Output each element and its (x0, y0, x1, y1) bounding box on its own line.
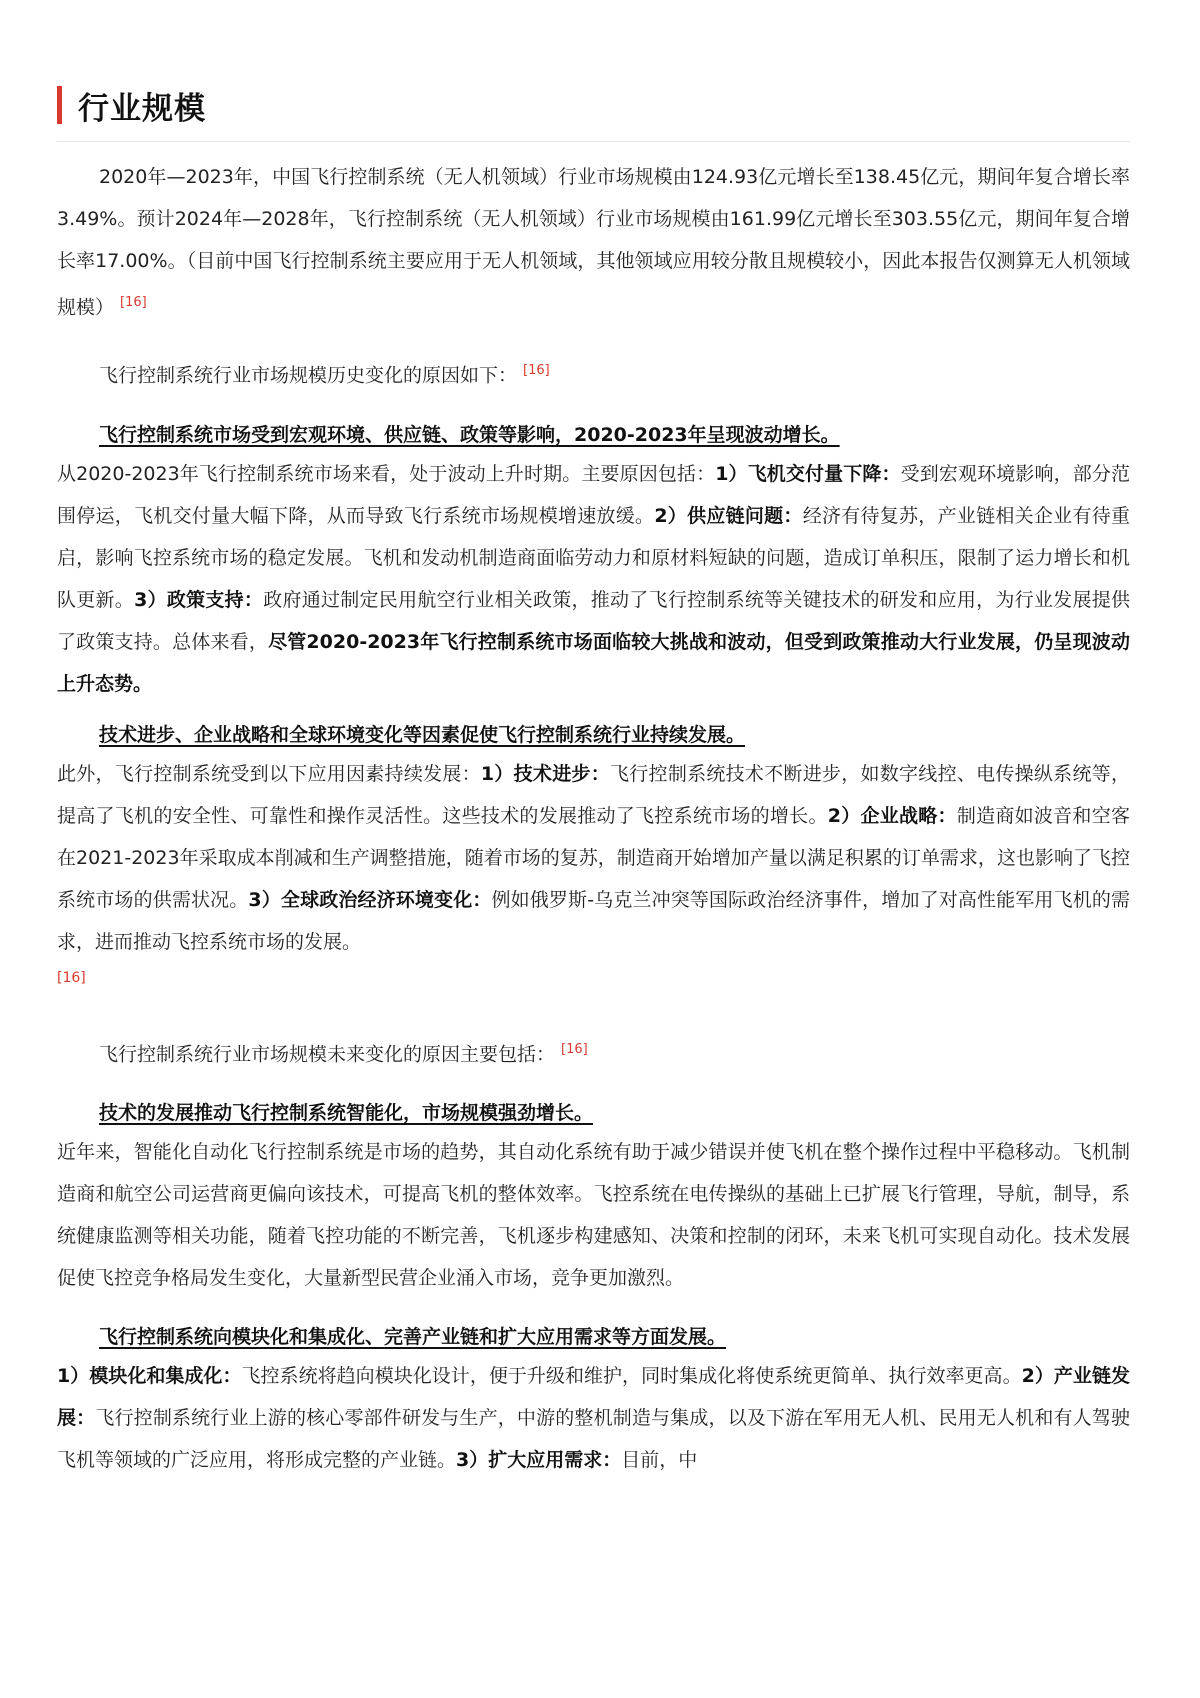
body-text: 近年来，智能化自动化飞行控制系统是市场的趋势，其自动化系统有助于减少错误并使飞机在整个操作过程中平稳移动。飞机制造商和航空公司运营商更偏向该技术，可提高飞机的整体效率。飞控系统在电传操纵的基础上已扩展飞行管理，导航，制导，系统健康监测等相关功能，随着飞控功能的不断完善，飞机逐步构建感知、决策和控制的闭环，未来飞机可实现自动化。技术发展促使飞控竞争格局发生变化，大量新型民营企业涌入市场，竞争更加激烈。 (57, 1140, 1130, 1289)
bold-term: 3）扩大应用需求： (456, 1448, 622, 1471)
bold-term: 1）技术进步： (480, 762, 611, 785)
history-body-2 (57, 753, 1130, 963)
section-accent-bar (57, 86, 62, 124)
body-text: 飞行控制系统技术不断进步，如数字线控、电传操纵系统等，提高了飞机的安全性、可靠性和操作灵活性。这些技术的发展推动了飞控系统市场的增长。 (57, 762, 1130, 827)
body-text: 政府通过制定民用航空行业相关政策，推动了飞行控制系统等关键技术的研发和应用，为行业发展提供了政策支持。总体来看， (57, 588, 1130, 653)
bold-term: 1）飞机交付量下降： (715, 462, 901, 485)
body-text: 从2020-2023年飞行控制系统市场来看，处于波动上升时期。主要原因包括： (57, 462, 716, 485)
body-text: 经济有待复苏，产业链相关企业有待重启，影响飞控系统市场的稳定发展。飞机和发动机制造商面临劳动力和原材料短缺的问题，造成订单积压，限制了运力增长和机队更新。 (57, 504, 1130, 611)
history-intro (57, 350, 1130, 396)
bold-term: 2）企业战略： (827, 804, 957, 827)
bold-term: 2）产业链发展： (57, 1364, 1130, 1429)
body-text: 飞控系统将趋向模块化设计，便于升级和维护，同时集成化将使系统更简单、执行效率更高。 (241, 1364, 1022, 1387)
bold-term: 3）全球政治经济环境变化： (248, 888, 492, 911)
citation-link[interactable]: [16] (523, 363, 550, 379)
body-text: 目前，中 (621, 1448, 698, 1471)
overview-text: 2020年—2023年，中国飞行控制系统（无人机领域）行业市场规模由124.93亿元增长至138.45亿元，期间年复合增长率3.49%。预计2024年—2028年，飞行控制系统（无人机领域）行业市场规模由161.99亿元增长至303.55亿元，期间年复合增长率17.00%。（目前中国飞行控制系统主要应用于无人机领域，其他领域应用较分散且规模较小，因此本报告仅测算无人机领域规模） (57, 166, 1130, 319)
section-title: 行业规模 (78, 90, 206, 127)
body-text: 飞行控制系统行业上游的核心零部件研发与生产，中游的整机制造与集成，以及下游在军用无人机、民用无人机和有人驾驶飞机等领域的广泛应用，将形成完整的产业链。 (57, 1406, 1130, 1471)
future-subheading-1: 技术的发展推动飞行控制系统智能化，市场规模强劲增长。 (99, 1101, 594, 1124)
body-text: 受到宏观环境影响，部分范围停运，飞机交付量大幅下降，从而导致飞行系统市场规模增速放缓。 (57, 462, 1130, 527)
body-text: 制造商如波音和空客在2021-2023年采取成本削减和生产调整措施，随着市场的复苏，制造商开始增加产量以满足积累的订单需求，这也影响了飞控系统市场的供需状况。 (57, 804, 1130, 911)
history-subheading-2: 技术进步、企业战略和全球环境变化等因素促使飞行控制系统行业持续发展。 (99, 723, 746, 746)
future-intro-text: 飞行控制系统行业市场规模未来变化的原因主要包括： (99, 1042, 556, 1065)
body-text: 此外，飞行控制系统受到以下应用因素持续发展： (57, 762, 481, 785)
citation-link[interactable]: [16] (120, 295, 147, 310)
bold-term: 1）模块化和集成化： (57, 1364, 242, 1387)
overview-paragraph (57, 156, 1130, 328)
body-text: 例如俄罗斯-乌克兰冲突等国际政治经济事件，增加了对高性能军用飞机的需求，进而推动飞控系统市场的发展。 (57, 888, 1130, 953)
section-divider (57, 141, 1130, 142)
bold-term: 3）政策支持： (134, 588, 264, 611)
citation-link[interactable]: [16] (57, 969, 86, 986)
future-intro (57, 1029, 1130, 1075)
future-body-2 (57, 1355, 1130, 1481)
history-subheading-1: 飞行控制系统市场受到宏观环境、供应链、政策等影响，2020-2023年呈现波动增长。 (99, 423, 840, 446)
bold-term: 2）供应链问题： (654, 504, 803, 527)
section-header (57, 0, 1130, 127)
history-body-1 (57, 453, 1130, 705)
history-intro-text: 飞行控制系统行业市场规模历史变化的原因如下： (99, 364, 518, 387)
bold-conclusion: 尽管2020-2023年飞行控制系统市场面临较大挑战和波动，但受到政策推动大行业发展，仍呈现波动上升态势。 (57, 630, 1130, 695)
future-body-1 (57, 1131, 1130, 1299)
citation-link[interactable]: [16] (561, 1041, 588, 1057)
future-subheading-2: 飞行控制系统向模块化和集成化、完善产业链和扩大应用需求等方面发展。 (99, 1325, 727, 1348)
